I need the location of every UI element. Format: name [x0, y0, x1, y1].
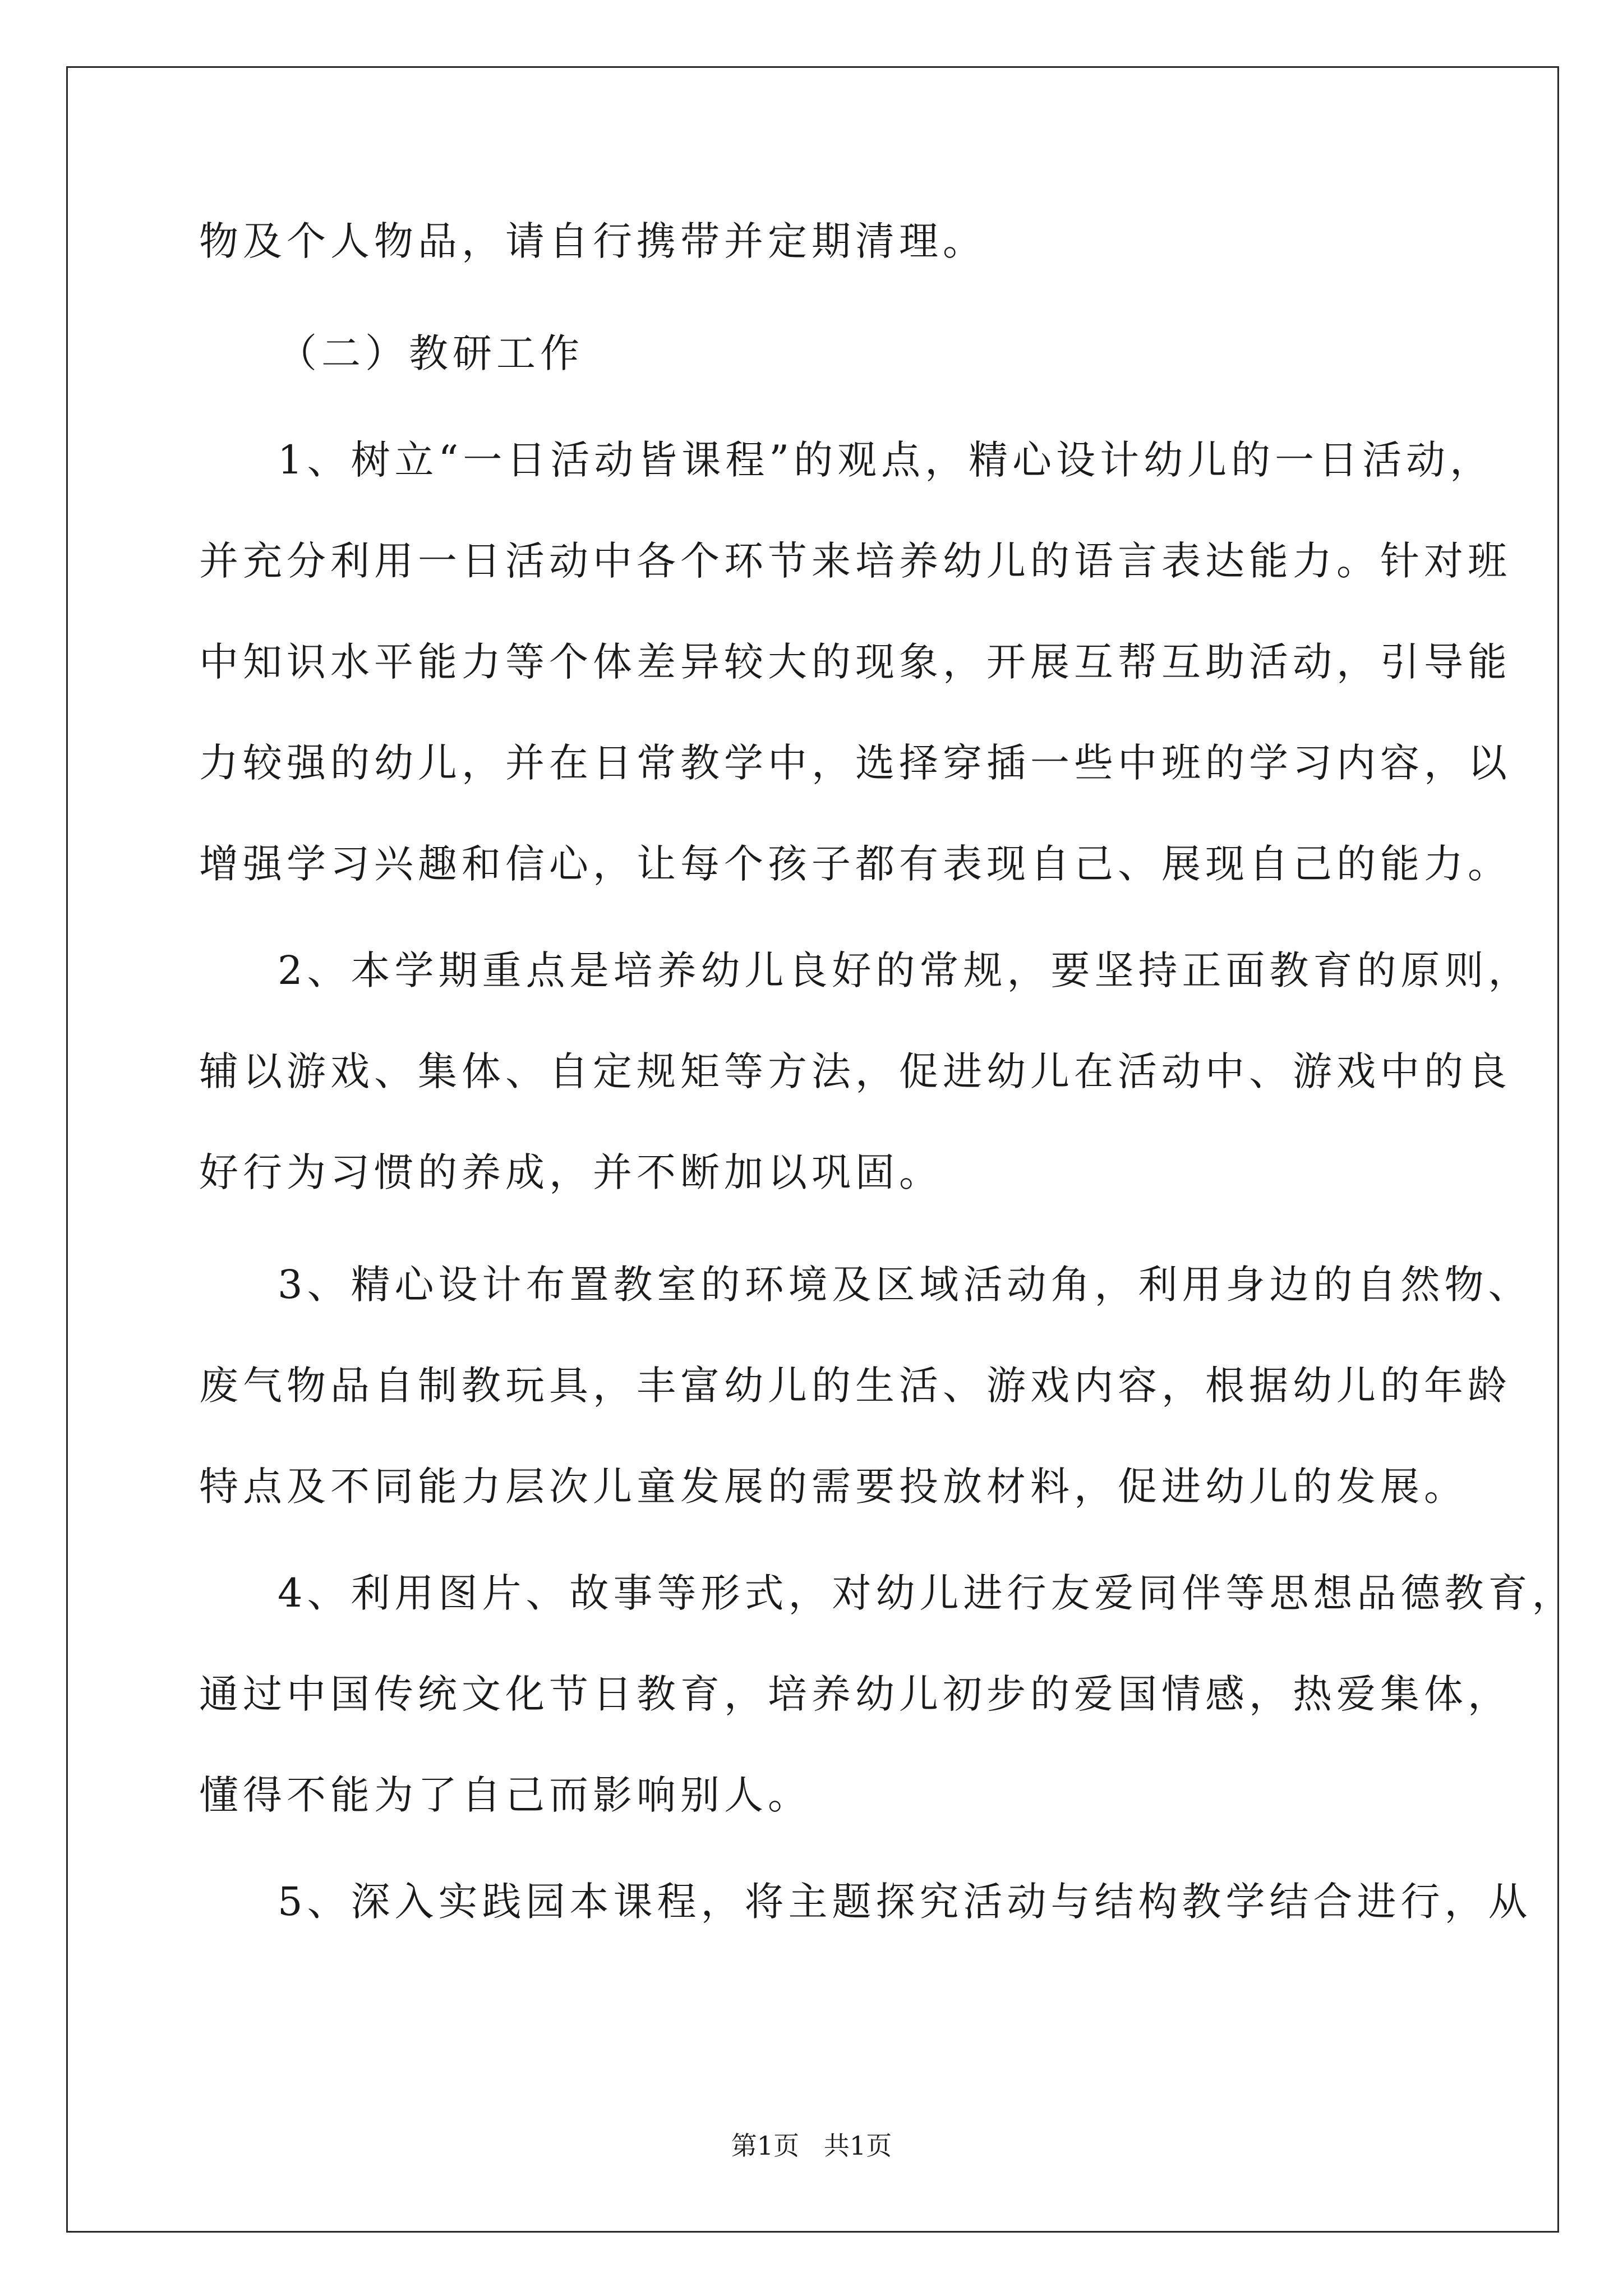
text-line: 废气物品自制教玩具，丰富幼儿的生活、游戏内容，根据幼儿的年龄	[199, 1363, 1511, 1409]
text-line: 特点及不同能力层次儿童发展的需要投放材料，促进幼儿的发展。	[199, 1464, 1468, 1510]
text-line: 力较强的幼儿，并在日常教学中，选择穿插一些中班的学习内容，以	[199, 740, 1511, 786]
page-number: 第1页 共1页	[731, 2131, 892, 2161]
text-line: 好行为习惯的养成，并不断加以巩固。	[199, 1149, 943, 1195]
text-line: 通过中国传统文化节日教育，培养幼儿初步的爱国情感，热爱集体，	[199, 1671, 1511, 1717]
section-heading: （二）教研工作	[278, 330, 584, 376]
text-line: 中知识水平能力等个体差异较大的现象，开展互帮互助活动，引导能	[199, 639, 1511, 685]
text-line: 5、深入实践园本课程，将主题探究活动与结构教学结合进行，从	[278, 1879, 1532, 1925]
text-line: 并充分利用一日活动中各个环节来培养幼儿的语言表达能力。针对班	[199, 538, 1511, 584]
text-line: 4、利用图片、故事等形式，对幼儿进行友爱同伴等思想品德教育，	[278, 1570, 1576, 1616]
text-line: 2、本学期重点是培养幼儿良好的常规，要坚持正面教育的原则，	[278, 947, 1532, 993]
text-line: 1、树立“一日活动皆课程”的观点，精心设计幼儿的一日活动，	[278, 437, 1494, 483]
text-line: 辅以游戏、集体、自定规矩等方法，促进幼儿在活动中、游戏中的良	[199, 1048, 1511, 1094]
text-line: 物及个人物品，请自行携带并定期清理。	[199, 218, 986, 264]
text-line: 3、精心设计布置教室的环境及区域活动角，利用身边的自然物、	[278, 1262, 1532, 1308]
text-line: 懂得不能为了自己而影响别人。	[199, 1772, 811, 1818]
text-line: 增强学习兴趣和信心，让每个孩子都有表现自己、展现自己的能力。	[199, 841, 1511, 887]
